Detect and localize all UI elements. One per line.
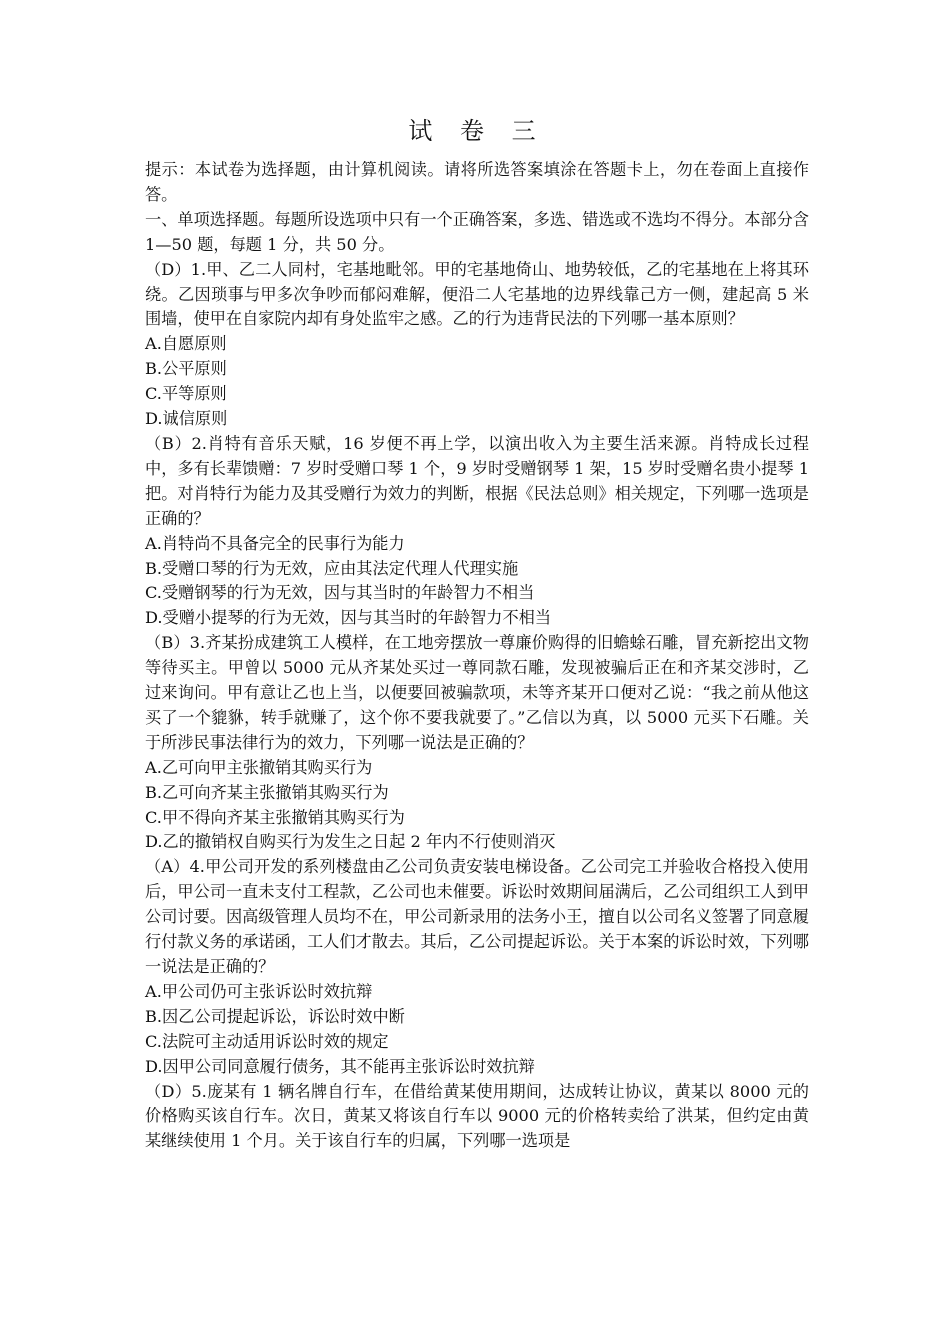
- question-stem: （D）1.甲、乙二人同村，宅基地毗邻。甲的宅基地倚山、地势较低，乙的宅基地在上将其环绕。乙因琐事与甲多次争吵而郁闷难解，便沿二人宅基地的边界线靠己方一侧，建起高 5 米围墙，使甲在自家院内却有身处监牢之感。乙的行为违背民法的下列哪一基本原则？: [145, 259, 809, 329]
- option-b: B.公平原则: [145, 359, 227, 379]
- page-title: 试 卷 三: [408, 117, 546, 145]
- document-page: [145, 112, 809, 1154]
- option-c: C.受赠钢琴的行为无效，因与其当时的年龄智力不相当: [145, 583, 535, 603]
- option-d: D.乙的撤销权自购买行为发生之日起 2 年内不行使则消灭: [145, 832, 556, 852]
- option-b: B.受赠口琴的行为无效，应由其法定代理人代理实施: [145, 558, 519, 578]
- option-a: A.乙可向甲主张撤销其购买行为: [145, 757, 373, 777]
- option-list: [145, 756, 809, 856]
- question-stem: （D）5.庞某有 1 辆名牌自行车，在借给黄某使用期间，达成转让协议，黄某以 8000 元的价格购买该自行车。次日，黄某又将该自行车以 9000 元的价格转卖给了洪某，但约定由黄某继续使用 1 个月。关于该自行车的归属，下列哪一选项是: [145, 1081, 809, 1151]
- question-stem: （A）4.甲公司开发的系列楼盘由乙公司负责安装电梯设备。乙公司完工并验收合格投入使用后，甲公司一直未支付工程款，乙公司也未催要。诉讼时效期间届满后，乙公司组织工人到甲公司讨要。因高级管理人员均不在，甲公司新录用的法务小王，擅自以公司名义签署了同意履行付款义务的承诺函，工人们才散去。其后，乙公司提起诉讼。关于本案的诉讼时效，下列哪一说法是正确的？: [145, 857, 809, 976]
- option-list: [145, 532, 809, 632]
- section-heading: 一、单项选择题。每题所设选项中只有一个正确答案，多选、错选或不选均不得分。本部分含 1—50 题，每题 1 分，共 50 分。: [145, 209, 809, 254]
- question-stem: （B）2.肖特有音乐天赋，16 岁便不再上学，以演出收入为主要生活来源。肖特成长过程中，多有长辈馈赠：7 岁时受赠口琴 1 个，9 岁时受赠钢琴 1 架，15 岁时受赠名贵小提琴 1 把。对肖特行为能力及其受赠行为效力的判断，根据《民法总则》相关规定，下列哪一选项是正确的？: [145, 433, 809, 528]
- option-c: C.法院可主动适用诉讼时效的规定: [145, 1031, 389, 1051]
- option-a: A.甲公司仍可主张诉讼时效抗辩: [145, 981, 373, 1001]
- option-list: [145, 332, 809, 432]
- question-stem: （B）3.齐某扮成建筑工人模样，在工地旁摆放一尊廉价购得的旧蟾蜍石雕，冒充新挖出文物等待买主。甲曾以 5000 元从齐某处买过一尊同款石雕，发现被骗后正在和齐某交涉时，乙过来询问。甲有意让乙也上当，以便要回被骗款项，未等齐某开口便对乙说：“我之前从他这买了一个貔貅，转手就赚了，这个你不要我就要了。”乙信以为真，以 5000 元买下石雕。关于所涉民事法律行为的效力，下列哪一说法是正确的？: [145, 633, 809, 752]
- option-a: A.肖特尚不具备完全的民事行为能力: [145, 533, 405, 553]
- exam-notice: 提示：本试卷为选择题，由计算机阅读。请将所选答案填涂在答题卡上，勿在卷面上直接作答。: [145, 160, 809, 204]
- question-2: [145, 432, 809, 631]
- question-5: [145, 1080, 809, 1155]
- option-c: C.平等原则: [145, 384, 227, 404]
- option-b: B.乙可向齐某主张撤销其购买行为: [145, 782, 389, 802]
- option-c: C.甲不得向齐某主张撤销其购买行为: [145, 807, 405, 827]
- question-4: [145, 855, 809, 1079]
- option-d: D.受赠小提琴的行为无效，因与其当时的年龄智力不相当: [145, 608, 552, 628]
- question-3: [145, 631, 809, 855]
- option-d: D.诚信原则: [145, 409, 228, 429]
- option-b: B.因乙公司提起诉讼，诉讼时效中断: [145, 1006, 405, 1026]
- option-list: [145, 980, 809, 1080]
- question-1: [145, 258, 809, 432]
- option-a: A.自愿原则: [145, 334, 227, 354]
- option-d: D.因甲公司同意履行债务，其不能再主张诉讼时效抗辩: [145, 1056, 535, 1076]
